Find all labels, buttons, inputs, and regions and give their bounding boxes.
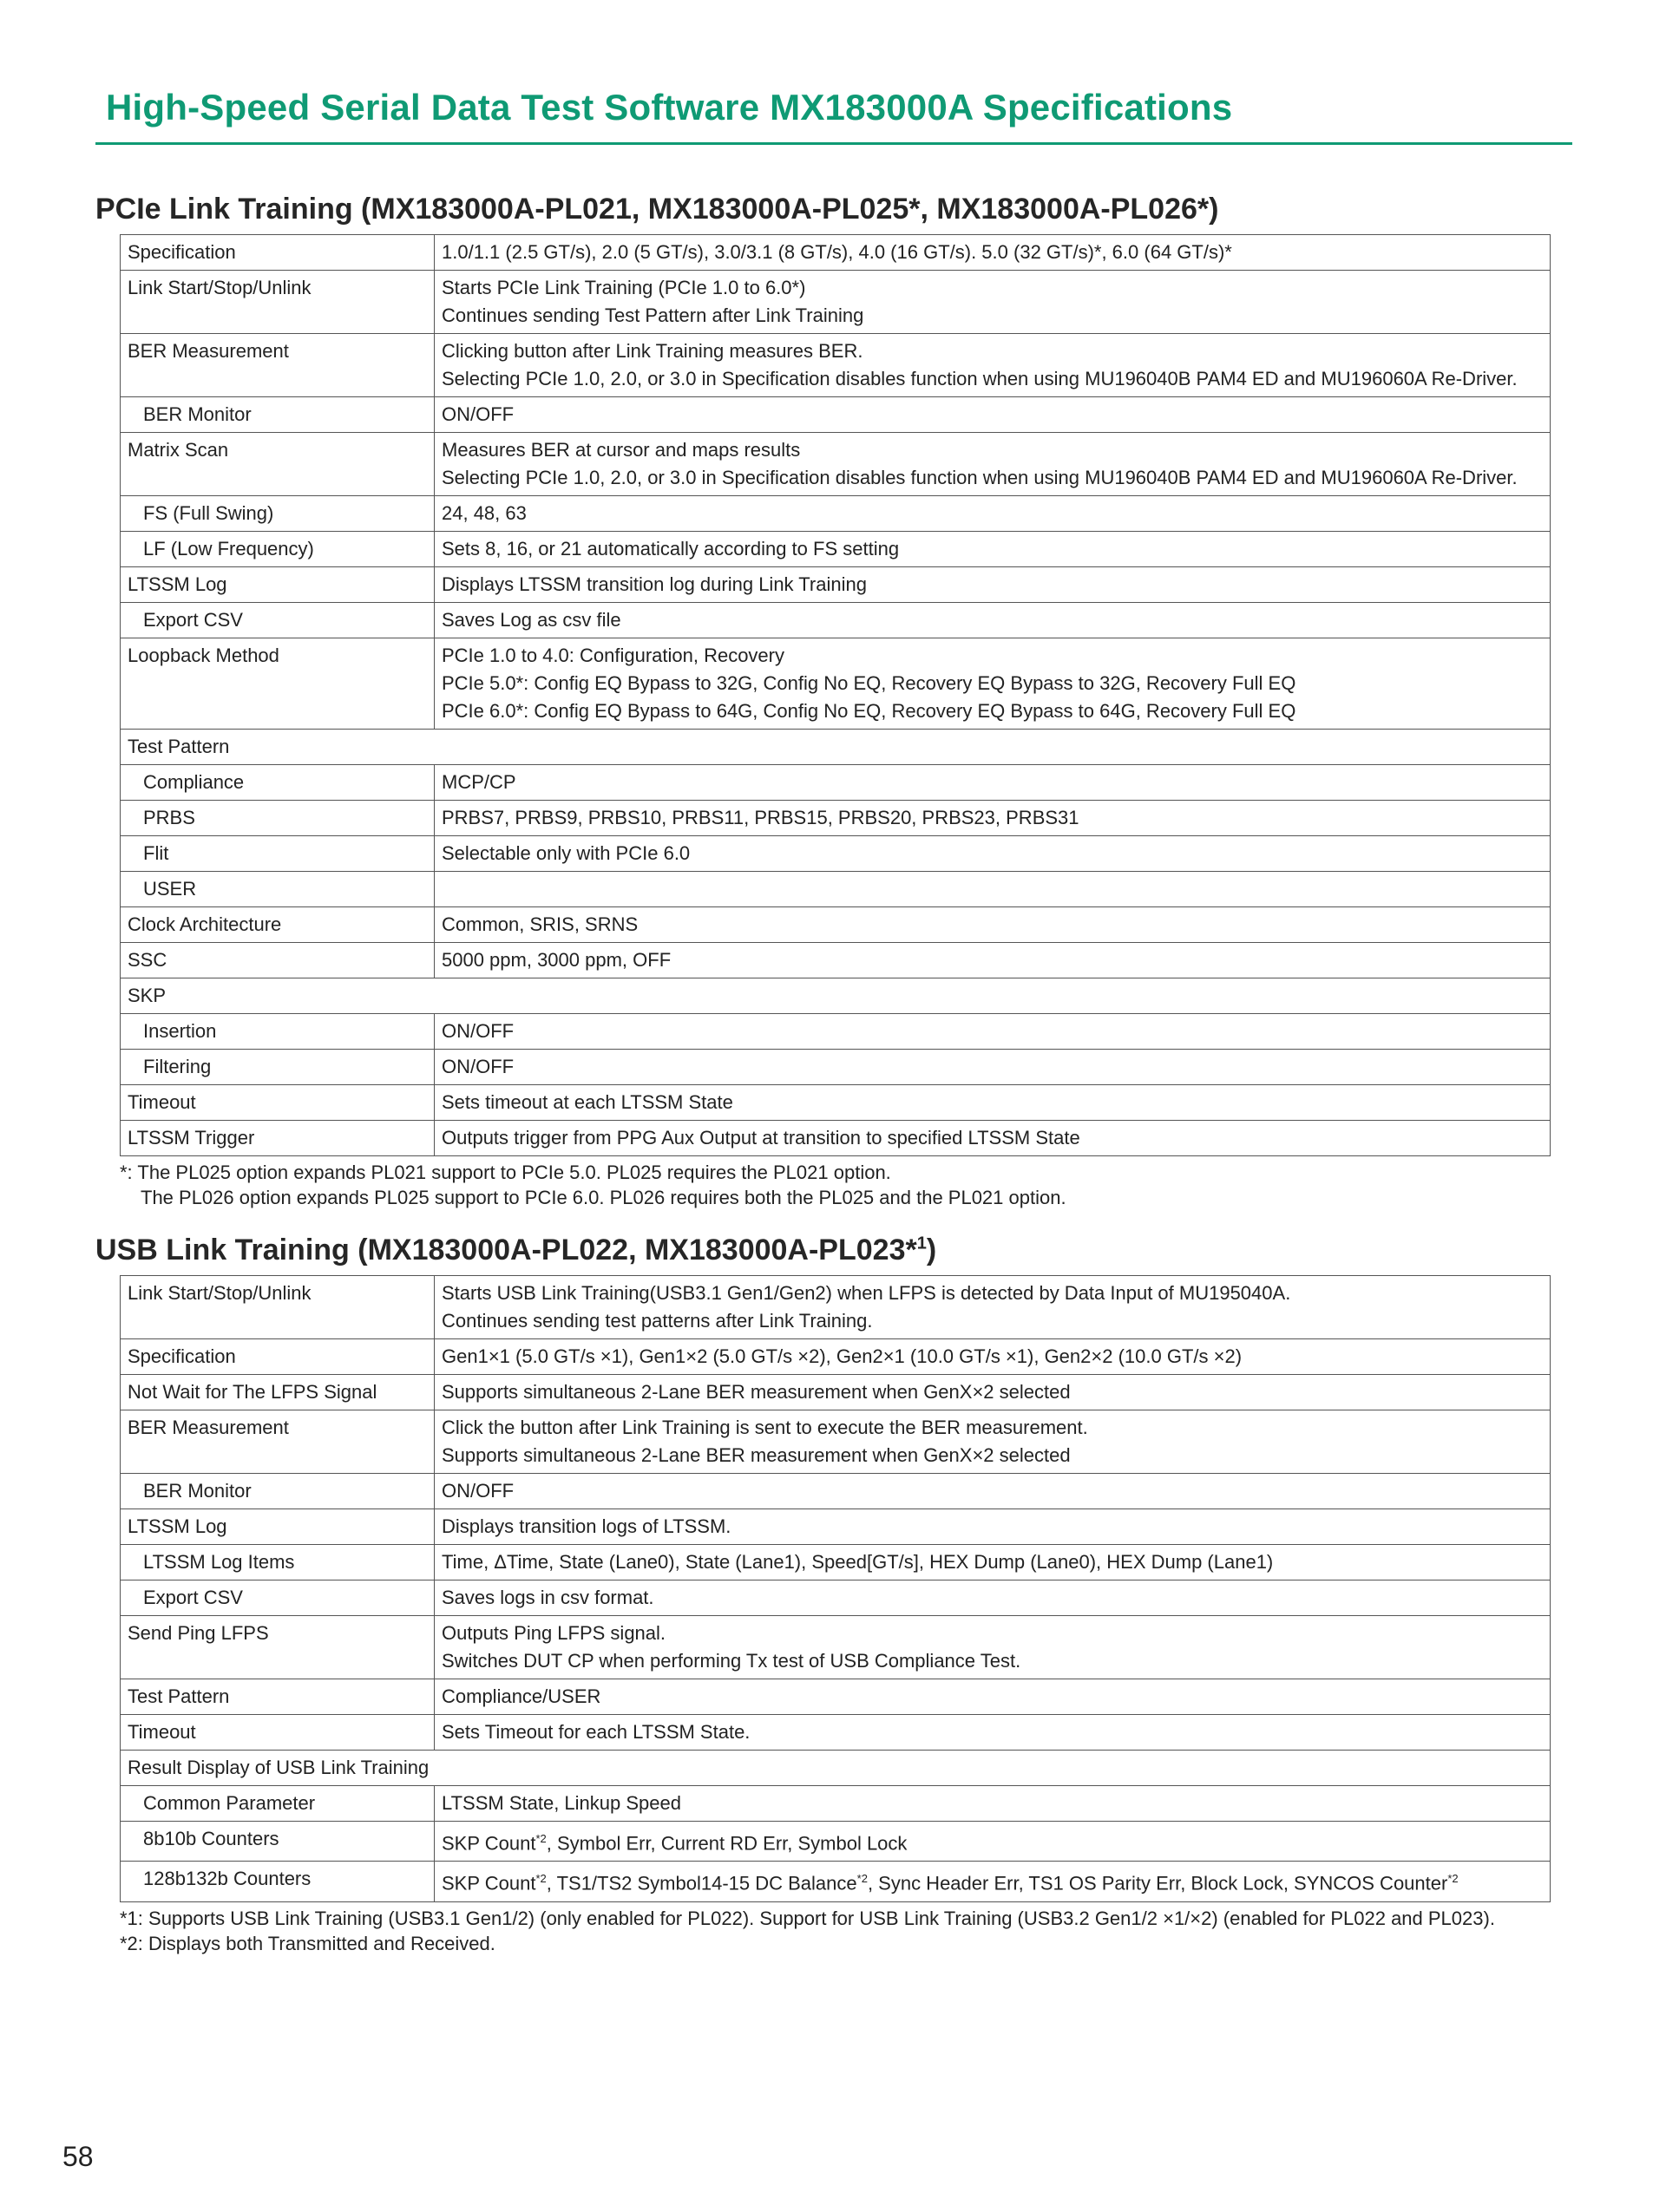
spec-label: 8b10b Counters bbox=[121, 1822, 435, 1862]
spec-label: Link Start/Stop/Unlink bbox=[121, 1276, 435, 1339]
spec-value-line: Supports simultaneous 2-Lane BER measurement when GenX×2 selected bbox=[442, 1381, 1071, 1403]
spec-value-line: PCIe 1.0 to 4.0: Configuration, Recovery bbox=[442, 645, 784, 666]
spec-value bbox=[435, 1715, 1551, 1751]
spec-value bbox=[435, 1616, 1551, 1679]
footnote-mark: *2 bbox=[856, 1872, 868, 1886]
usb-heading bbox=[95, 1230, 1549, 1270]
pcie-note-2: The PL026 option expands PL025 support to PCIe 6.0. PL026 requires both the PL025 and the PL021 option. bbox=[141, 1187, 1066, 1208]
spec-row bbox=[121, 1786, 1551, 1822]
spec-value-line: Time, ΔTime, State (Lane0), State (Lane1), Speed[GT/s], HEX Dump (Lane0), HEX Dump (Lane1) bbox=[442, 1551, 1274, 1573]
spec-label: LTSSM Log bbox=[121, 1509, 435, 1545]
value-text: SKP Count bbox=[442, 1832, 536, 1855]
spec-row bbox=[121, 1050, 1551, 1085]
spec-label: Send Ping LFPS bbox=[121, 1616, 435, 1679]
spec-label: BER Monitor bbox=[121, 397, 435, 433]
spec-value-line: Supports simultaneous 2-Lane BER measurement when GenX×2 selected bbox=[442, 1444, 1071, 1466]
spec-value-line: Sets 8, 16, or 21 automatically according to FS setting bbox=[442, 538, 900, 560]
spec-row bbox=[121, 1410, 1551, 1474]
spec-row bbox=[121, 496, 1551, 532]
spec-value-line: ON/OFF bbox=[442, 1056, 515, 1077]
pcie-note-1: *: The PL025 option expands PL021 support to PCIe 5.0. PL025 requires the PL021 option. bbox=[120, 1162, 891, 1183]
spec-row bbox=[121, 872, 1551, 907]
spec-value-line: Switches DUT CP when performing Tx test of USB Compliance Test. bbox=[442, 1650, 1021, 1672]
spec-label: Test Pattern bbox=[121, 1679, 435, 1715]
spec-value-line: ON/OFF bbox=[442, 1020, 515, 1042]
spec-row bbox=[121, 235, 1551, 271]
spec-value bbox=[435, 532, 1551, 567]
spec-label: Timeout bbox=[121, 1085, 435, 1121]
spec-value bbox=[435, 235, 1551, 271]
spec-label: Specification bbox=[121, 1339, 435, 1375]
spec-row bbox=[121, 1085, 1551, 1121]
pcie-section bbox=[95, 189, 1549, 1210]
spec-value-line: Starts PCIe Link Training (PCIe 1.0 to 6.0*) bbox=[442, 277, 806, 298]
spec-value bbox=[435, 1474, 1551, 1509]
spec-label: SSC bbox=[121, 943, 435, 978]
spec-row bbox=[121, 638, 1551, 730]
spec-row bbox=[121, 978, 1551, 1014]
footnote-mark: *2 bbox=[1447, 1872, 1459, 1886]
spec-row bbox=[121, 1545, 1551, 1580]
spec-label: BER Monitor bbox=[121, 1474, 435, 1509]
spec-value bbox=[435, 1050, 1551, 1085]
spec-row bbox=[121, 271, 1551, 334]
spec-row bbox=[121, 730, 1551, 765]
spec-label: Timeout bbox=[121, 1715, 435, 1751]
spec-value bbox=[435, 1014, 1551, 1050]
spec-row bbox=[121, 1751, 1551, 1786]
spec-value-line: Clicking button after Link Training measures BER. bbox=[442, 340, 863, 362]
spec-row bbox=[121, 1276, 1551, 1339]
spec-label: Clock Architecture bbox=[121, 907, 435, 943]
spec-value-line: Sets Timeout for each LTSSM State. bbox=[442, 1721, 751, 1743]
spec-value bbox=[435, 907, 1551, 943]
usb-heading-close: ) bbox=[926, 1234, 937, 1266]
spec-label: LTSSM Trigger bbox=[121, 1121, 435, 1156]
spec-value bbox=[435, 765, 1551, 801]
spec-value-line: ON/OFF bbox=[442, 1480, 515, 1502]
spec-row bbox=[121, 433, 1551, 496]
spec-value bbox=[435, 943, 1551, 978]
spec-label: Not Wait for The LFPS Signal bbox=[121, 1375, 435, 1410]
spec-value bbox=[435, 1786, 1551, 1822]
usb-heading-footnote-mark: 1 bbox=[916, 1234, 927, 1253]
spec-row bbox=[121, 1121, 1551, 1156]
spec-value-line: Compliance/USER bbox=[442, 1685, 601, 1707]
spec-row bbox=[121, 1474, 1551, 1509]
spec-value bbox=[435, 1276, 1551, 1339]
spec-label: Filtering bbox=[121, 1050, 435, 1085]
spec-row bbox=[121, 765, 1551, 801]
spec-value-line: Outputs Ping LFPS signal. bbox=[442, 1622, 666, 1644]
spec-label: Result Display of USB Link Training bbox=[121, 1751, 1551, 1786]
spec-label: Matrix Scan bbox=[121, 433, 435, 496]
spec-row bbox=[121, 532, 1551, 567]
spec-row bbox=[121, 801, 1551, 836]
spec-label: LTSSM Log bbox=[121, 567, 435, 603]
spec-label: Link Start/Stop/Unlink bbox=[121, 271, 435, 334]
spec-label: BER Measurement bbox=[121, 1410, 435, 1474]
spec-value bbox=[435, 1822, 1551, 1862]
spec-label: LF (Low Frequency) bbox=[121, 532, 435, 567]
spec-value-line: Continues sending Test Pattern after Link Training bbox=[442, 304, 864, 326]
spec-value-line: Common, SRIS, SRNS bbox=[442, 913, 639, 935]
spec-value bbox=[435, 872, 1551, 907]
value-text: , TS1/TS2 Symbol14-15 DC Balance bbox=[546, 1872, 857, 1895]
spec-label: Common Parameter bbox=[121, 1786, 435, 1822]
footnote-mark: *2 bbox=[535, 1872, 547, 1886]
spec-value bbox=[435, 1545, 1551, 1580]
spec-value-line: 24, 48, 63 bbox=[442, 502, 527, 524]
spec-value-line: PCIe 5.0*: Config EQ Bypass to 32G, Config No EQ, Recovery EQ Bypass to 32G, Recovery Full EQ bbox=[442, 672, 1296, 694]
spec-row-128b132b-counters bbox=[121, 1862, 1551, 1901]
title-rule bbox=[95, 142, 1572, 145]
spec-label: USER bbox=[121, 872, 435, 907]
pcie-heading: PCIe Link Training (MX183000A-PL021, MX183000A-PL025*, MX183000A-PL026*) bbox=[95, 193, 1219, 226]
spec-row bbox=[121, 1375, 1551, 1410]
spec-label: Export CSV bbox=[121, 1580, 435, 1616]
spec-label: Test Pattern bbox=[121, 730, 1551, 765]
value-text: , Sync Header Err, TS1 OS Parity Err, Block Lock, SYNCOS Counter bbox=[867, 1872, 1448, 1895]
spec-row bbox=[121, 603, 1551, 638]
usb-section bbox=[95, 1230, 1549, 1956]
spec-row bbox=[121, 1715, 1551, 1751]
spec-value bbox=[435, 1509, 1551, 1545]
pcie-spec-table bbox=[120, 234, 1551, 1156]
spec-label: 128b132b Counters bbox=[121, 1862, 435, 1901]
spec-label: PRBS bbox=[121, 801, 435, 836]
spec-label: BER Measurement bbox=[121, 334, 435, 397]
spec-value bbox=[435, 1679, 1551, 1715]
footnote-mark: *2 bbox=[535, 1832, 547, 1845]
spec-value bbox=[435, 496, 1551, 532]
spec-label: LTSSM Log Items bbox=[121, 1545, 435, 1580]
usb-spec-table bbox=[120, 1275, 1551, 1902]
spec-value-line: PCIe 6.0*: Config EQ Bypass to 64G, Config No EQ, Recovery EQ Bypass to 64G, Recovery Full EQ bbox=[442, 700, 1296, 722]
spec-value-line: Click the button after Link Training is sent to execute the BER measurement. bbox=[442, 1417, 1088, 1438]
spec-value bbox=[435, 638, 1551, 730]
spec-value-line: Measures BER at cursor and maps results bbox=[442, 439, 801, 461]
usb-note-1: *1: Supports USB Link Training (USB3.1 Gen1/2) (only enabled for PL022). Support for USB Link Training (USB3.2 Gen1/2 ×1/×2) (enabled for PL022 and PL023). bbox=[120, 1907, 1495, 1929]
value-text: , Symbol Err, Current RD Err, Symbol Lock bbox=[546, 1832, 908, 1855]
usb-notes bbox=[120, 1906, 1549, 1956]
pcie-notes bbox=[120, 1160, 1549, 1210]
spec-row bbox=[121, 943, 1551, 978]
spec-row bbox=[121, 907, 1551, 943]
spec-label: Compliance bbox=[121, 765, 435, 801]
spec-value-line: Gen1×1 (5.0 GT/s ×1), Gen1×2 (5.0 GT/s ×2), Gen2×1 (10.0 GT/s ×1), Gen2×2 (10.0 GT/s ×2) bbox=[442, 1345, 1243, 1367]
spec-value-line: Saves Log as csv file bbox=[442, 609, 621, 631]
spec-value bbox=[435, 1580, 1551, 1616]
spec-value bbox=[435, 1339, 1551, 1375]
spec-row bbox=[121, 1580, 1551, 1616]
spec-value bbox=[435, 1862, 1551, 1901]
spec-label: Flit bbox=[121, 836, 435, 872]
spec-value-line: Displays LTSSM transition log during Link Training bbox=[442, 573, 867, 595]
spec-row bbox=[121, 334, 1551, 397]
spec-value-line: MCP/CP bbox=[442, 771, 516, 793]
spec-label: SKP bbox=[121, 978, 1551, 1014]
spec-value bbox=[435, 801, 1551, 836]
spec-value bbox=[435, 271, 1551, 334]
spec-value-line: Selecting PCIe 1.0, 2.0, or 3.0 in Specification disables function when using MU196040B PAM4 ED and MU196060A Re-Driver. bbox=[442, 467, 1518, 488]
spec-label: Loopback Method bbox=[121, 638, 435, 730]
spec-label: Export CSV bbox=[121, 603, 435, 638]
spec-row bbox=[121, 1679, 1551, 1715]
spec-value bbox=[435, 836, 1551, 872]
usb-note-2: *2: Displays both Transmitted and Received. bbox=[120, 1932, 495, 1954]
spec-value-line: Displays transition logs of LTSSM. bbox=[442, 1515, 731, 1537]
spec-row bbox=[121, 1616, 1551, 1679]
spec-row-8b10b-counters bbox=[121, 1822, 1551, 1862]
spec-value-line: PRBS7, PRBS9, PRBS10, PRBS11, PRBS15, PRBS20, PRBS23, PRBS31 bbox=[442, 807, 1079, 828]
spec-label: Specification bbox=[121, 235, 435, 271]
spec-value bbox=[435, 1410, 1551, 1474]
spec-value bbox=[435, 567, 1551, 603]
spec-value-line: Starts USB Link Training(USB3.1 Gen1/Gen2) when LFPS is detected by Data Input of MU195040A. bbox=[442, 1282, 1291, 1304]
spec-label: FS (Full Swing) bbox=[121, 496, 435, 532]
spec-value bbox=[435, 603, 1551, 638]
spec-label: Insertion bbox=[121, 1014, 435, 1050]
spec-value-line: 5000 ppm, 3000 ppm, OFF bbox=[442, 949, 672, 971]
spec-value-line: LTSSM State, Linkup Speed bbox=[442, 1792, 681, 1814]
usb-heading-text: USB Link Training (MX183000A-PL022, MX183000A-PL023* bbox=[95, 1234, 917, 1266]
spec-row bbox=[121, 397, 1551, 433]
spec-row bbox=[121, 1339, 1551, 1375]
spec-row bbox=[121, 1509, 1551, 1545]
spec-row bbox=[121, 1014, 1551, 1050]
spec-value bbox=[435, 334, 1551, 397]
spec-row bbox=[121, 567, 1551, 603]
page-number: 58 bbox=[62, 2141, 94, 2172]
page-title: High-Speed Serial Data Test Software MX183000A Specifications bbox=[106, 87, 1233, 128]
spec-row bbox=[121, 836, 1551, 872]
spec-value-line: Outputs trigger from PPG Aux Output at transition to specified LTSSM State bbox=[442, 1127, 1080, 1149]
value-text: SKP Count bbox=[442, 1872, 536, 1895]
spec-value-line: Saves logs in csv format. bbox=[442, 1587, 654, 1608]
spec-value-line: Selecting PCIe 1.0, 2.0, or 3.0 in Specification disables function when using MU196040B PAM4 ED and MU196060A Re-Driver. bbox=[442, 368, 1518, 389]
spec-value bbox=[435, 433, 1551, 496]
spec-value-line: ON/OFF bbox=[442, 403, 515, 425]
spec-value-line: Continues sending test patterns after Link Training. bbox=[442, 1310, 873, 1332]
spec-value bbox=[435, 1375, 1551, 1410]
spec-value bbox=[435, 1121, 1551, 1156]
spec-value-line: Selectable only with PCIe 6.0 bbox=[442, 842, 691, 864]
spec-value-line: Sets timeout at each LTSSM State bbox=[442, 1091, 733, 1113]
spec-value-line: 1.0/1.1 (2.5 GT/s), 2.0 (5 GT/s), 3.0/3.1 (8 GT/s), 4.0 (16 GT/s). 5.0 (32 GT/s)*, 6.0 (64 GT/s)* bbox=[442, 241, 1232, 263]
spec-value bbox=[435, 397, 1551, 433]
spec-value bbox=[435, 1085, 1551, 1121]
